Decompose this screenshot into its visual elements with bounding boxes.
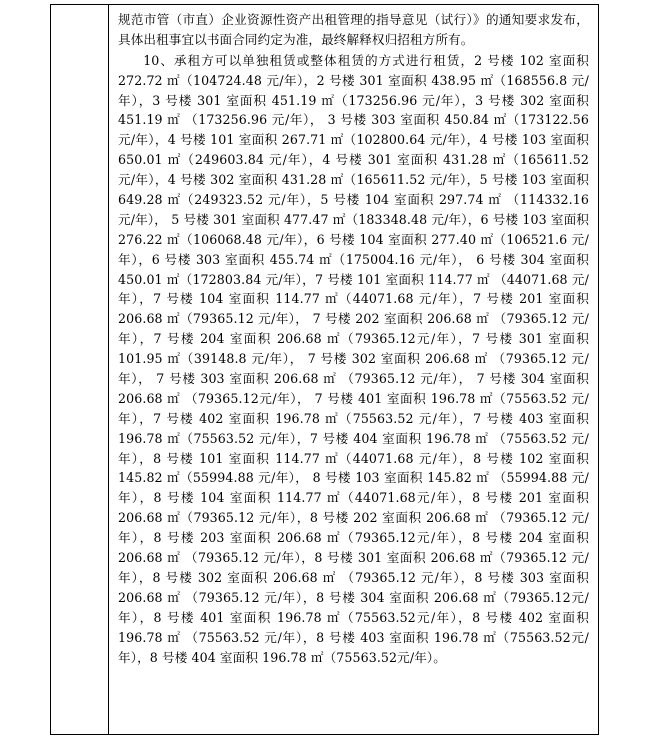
table-content-column — [109, 5, 598, 734]
table-left-column — [51, 5, 109, 734]
paragraph-continuation: 规范市管（市直）企业资源性资产出租管理的指导意见（试行）》的通知要求发布，具体出租事宜以书面合同约定为准，最终解释权归招租方所有。 — [118, 12, 589, 47]
document-table — [50, 4, 599, 735]
paragraph-item-10: 10、承租方可以单独租赁或整体租赁的方式进行租赁，2 号楼 102 室面积 272.72 ㎡（104724.48 元/年），2 号楼 301 室面积 438.95 ㎡（168556.8 元/年），3 号楼 301 室面积 451.19 ㎡（173256.96 元/年），3 号楼 302 室面积 451.19 ㎡ （173256.96 元/年）， 3 号楼 303 室面积 450.84 ㎡（173122.56 元/年），4 号楼 101 室面积 267.71 ㎡（102800.64 元/年），4 号楼 103 室面积 650.01 ㎡（249603.84 元/年），4 号楼 301 室面积 431.28 ㎡（165611.52 元/年），4 号楼 302 室面积 431.28 ㎡（165611.52 元/年），5 号楼 103 室面积 649.28 ㎡（249323.52 元/年），5 号楼 104 室面积 297.74 ㎡ （114332.16 元/年）， 5 号楼 301 室面积 477.47 ㎡（183348.48 元/年），6 号楼 103 室面积 276.22 ㎡（106068.48 元/年），6 号楼 104 室面积 277.40 ㎡（106521.6 元/年），6 号楼 303 室面积 455.74 ㎡（175004.16 元/年）， 6 号楼 304 室面积 450.01 ㎡（172803.84 元/年），7 号楼 101 室面积 114.77 ㎡ （44071.68 元/年），7 号楼 104 室面积 114.77 ㎡（44071.68 元/年），7 号楼 201 室面积 206.68 ㎡（79365.12 元/年）， 7 号楼 202 室面积 206.68 ㎡ （79365.12 元/年），7 号楼 204 室面积 206.68 ㎡（79365.12元/年），7 号楼 301 室面积 101.95 ㎡（39148.8 元/年）， 7 号楼 302 室面积 206.68 ㎡ （79365.12 元/年）， 7 号楼 303 室面积 206.68 ㎡ （79365.12 元/年）， 7 号楼 304 室面积 206.68 ㎡ （79365.12元/年）， 7 号楼 401 室面积 196.78 ㎡（75563.52 元/年），7 号楼 402 室面积 196.78 ㎡（75563.52 元/年），7 号楼 403 室面积 196.78 ㎡（75563.52 元/年），7 号楼 404 室面积 196.78 ㎡ （75563.52 元/年），8 号楼 101 室面积 114.77 ㎡（44071.68 元/年），8 号楼 102 室面积 145.82 ㎡（55994.88 元/年）， 8 号楼 103 室面积 145.82 ㎡ （55994.88 元/年），8 号楼 104 室面积 114.77 ㎡（44071.68元/年），8 号楼 201 室面积 206.68 ㎡（79365.12 元/年），8 号楼 202 室面积 206.68 ㎡ （79365.12 元/年），8 号楼 203 室面积 206.68 ㎡（79365.12元/年），8 号楼 204 室面积 206.68 ㎡ （79365.12 元/年），8 号楼 301 室面积 206.68 ㎡（79365.12 元/年），8 号楼 302 室面积 206.68 ㎡ （79365.12 元/年），8 号楼 303 室面积 206.68 ㎡ （79365.12 元/年），8 号楼 304 室面积 206.68 ㎡（79365.12元/年），8 号楼 401 室面积 196.78 ㎡（75563.52元/年），8 号楼 402 室面积 196.78 ㎡ （75563.52 元/年），8 号楼 403 室面积 196.78 ㎡（75563.52元/年），8 号楼 404 室面积 196.78 ㎡（75563.52元/年）。 — [118, 52, 589, 665]
